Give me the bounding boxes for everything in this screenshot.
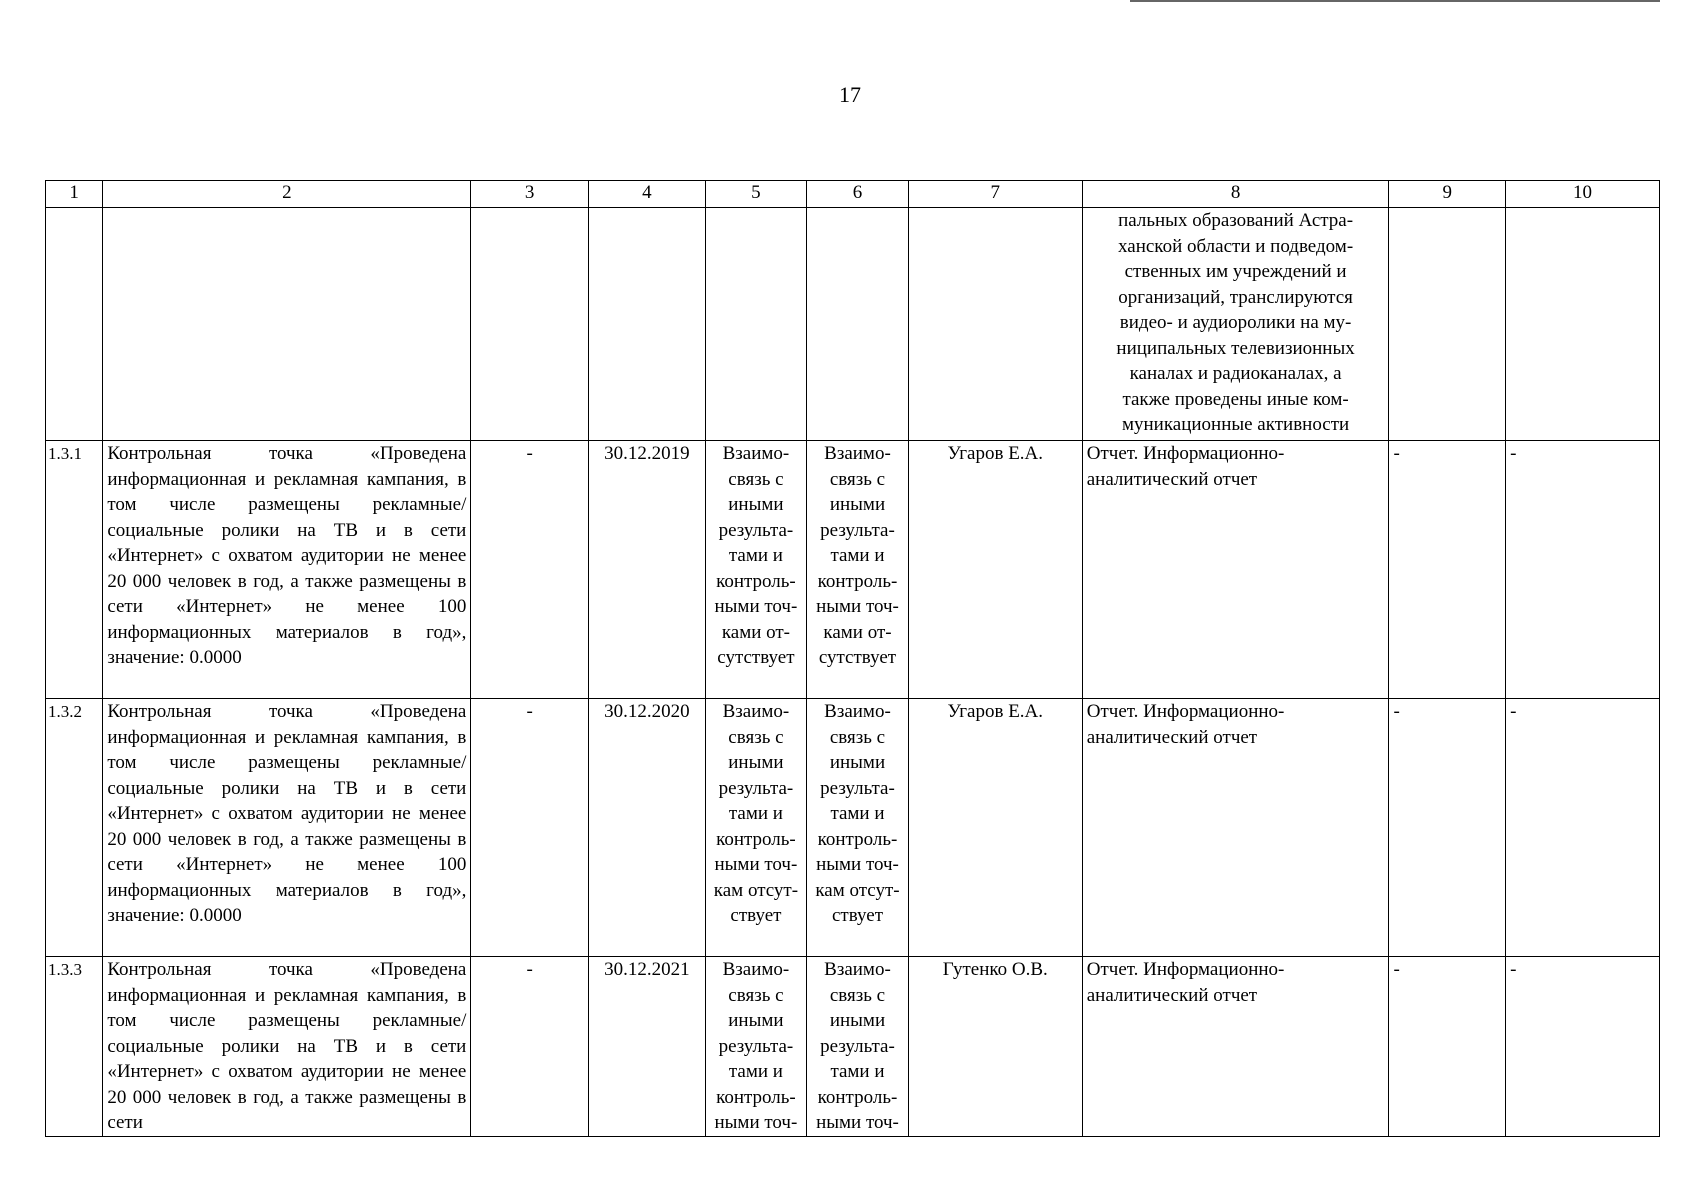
row-col3: - [471, 699, 589, 957]
table-cell [46, 208, 103, 441]
row-responsible: Угаров Е.А. [908, 699, 1082, 957]
row-date: 30.12.2020 [589, 699, 706, 957]
row-col9: - [1389, 699, 1506, 957]
column-header-4: 4 [589, 181, 706, 208]
row-description: Контрольная точка «Проведена информационная и рекламная кампания, в том числе размещены рекламные/социальные ролики на ТВ и в сети «Интернет» с охватом аудитории не менее 20 000 человек в год, а также размещены в сети «Интернет» не менее 100 информационных материалов в год», значение: 0.0000 [103, 441, 471, 699]
row-date: 30.12.2019 [589, 441, 706, 699]
table-cell [1389, 208, 1506, 441]
column-header-5: 5 [705, 181, 807, 208]
column-header-1: 1 [46, 181, 103, 208]
row-col10: - [1506, 699, 1660, 957]
row-number: 1.3.2 [46, 699, 103, 957]
row-col3: - [471, 957, 589, 1137]
column-header-10: 10 [1506, 181, 1660, 208]
table-cell [471, 208, 589, 441]
control-points-table [45, 180, 1660, 1137]
column-number-header-row [46, 181, 1660, 208]
row-col10: - [1506, 957, 1660, 1137]
table-cell [103, 208, 471, 441]
continued-document-text: пальных образований Астра- ханской области и подведом- ственных им учреждений и организаций, транслируются видео- и аудиоролики на му- ниципальных телевизионных каналах и радиоканалах, а также проведены иные ком- муникационные активности [1082, 208, 1389, 441]
table-cell [705, 208, 807, 441]
row-col5: Взаимо- связь с иными результа- тами и контроль- ными точ- кам отсут- ствует [705, 699, 807, 957]
table-row [46, 957, 1660, 1137]
row-document: Отчет. Информационно- аналитический отчет [1082, 699, 1389, 957]
row-responsible: Угаров Е.А. [908, 441, 1082, 699]
column-header-9: 9 [1389, 181, 1506, 208]
table-row [46, 441, 1660, 699]
column-header-6: 6 [807, 181, 909, 208]
row-col9: - [1389, 957, 1506, 1137]
row-document: Отчет. Информационно- аналитический отчет [1082, 441, 1389, 699]
column-header-7: 7 [908, 181, 1082, 208]
row-col5: Взаимо- связь с иными результа- тами и контроль- ными точ- [705, 957, 807, 1137]
row-description: Контрольная точка «Проведена информационная и рекламная кампания, в том числе размещены рекламные/социальные ролики на ТВ и в сети «Интернет» с охватом аудитории не менее 20 000 человек в год, а также размещены в сети [103, 957, 471, 1137]
row-col6: Взаимо- связь с иными результа- тами и контроль- ными точ- [807, 957, 909, 1137]
row-col5: Взаимо- связь с иными результа- тами и контроль- ными точ- ками от- сутствует [705, 441, 807, 699]
row-col3: - [471, 441, 589, 699]
row-col9: - [1389, 441, 1506, 699]
row-responsible: Гутенко О.В. [908, 957, 1082, 1137]
table-cell [908, 208, 1082, 441]
row-date: 30.12.2021 [589, 957, 706, 1137]
row-document: Отчет. Информационно- аналитический отчет [1082, 957, 1389, 1137]
table-row [46, 699, 1660, 957]
page-number: 17 [839, 82, 861, 107]
row-number: 1.3.1 [46, 441, 103, 699]
column-header-3: 3 [471, 181, 589, 208]
table-cell [807, 208, 909, 441]
table-row-continuation [46, 208, 1660, 441]
column-header-8: 8 [1082, 181, 1389, 208]
row-col10: - [1506, 441, 1660, 699]
row-number: 1.3.3 [46, 957, 103, 1137]
column-header-2: 2 [103, 181, 471, 208]
row-description: Контрольная точка «Проведена информационная и рекламная кампания, в том числе размещены рекламные/социальные ролики на ТВ и в сети «Интернет» с охватом аудитории не менее 20 000 человек в год, а также размещены в сети «Интернет» не менее 100 информационных материалов в год», значение: 0.0000 [103, 699, 471, 957]
row-col6: Взаимо- связь с иными результа- тами и контроль- ными точ- кам отсут- ствует [807, 699, 909, 957]
scan-edge-line [1130, 0, 1660, 2]
table-cell [589, 208, 706, 441]
row-col6: Взаимо- связь с иными результа- тами и контроль- ными точ- ками от- сутствует [807, 441, 909, 699]
table-cell [1506, 208, 1660, 441]
